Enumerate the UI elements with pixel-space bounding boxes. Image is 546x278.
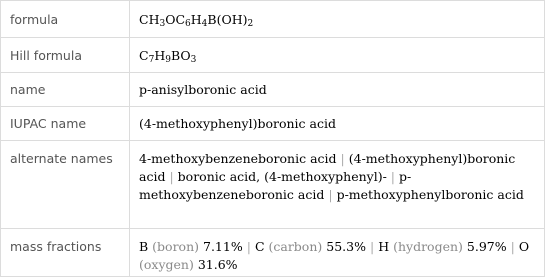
hill-formula-row bbox=[1, 38, 545, 73]
hill-formula-value: $C_7H_9BO_3$ bbox=[130, 38, 545, 73]
mass-fraction-hydrogen-value: 5.97% bbox=[466, 239, 507, 254]
mass-fraction-carbon: C (carbon) 55.3% bbox=[254, 239, 366, 254]
iupac-name-label: IUPAC name bbox=[1, 107, 130, 141]
separator: | bbox=[510, 239, 515, 254]
alternate-names-label: alternate names bbox=[1, 141, 130, 229]
name-value: p-anisylboronic acid bbox=[130, 73, 545, 107]
mass-fractions-row bbox=[1, 229, 545, 277]
alternate-name-item: p-methoxybenzeneboronic acid bbox=[139, 169, 412, 202]
alternate-name-item: (4-methoxyphenyl)boronic acid bbox=[139, 151, 516, 184]
separator: | bbox=[369, 239, 375, 254]
alternate-name-item: boronic acid, (4-methoxyphenyl)- bbox=[177, 169, 387, 184]
alternate-names-value bbox=[130, 141, 545, 229]
iupac-name-row bbox=[1, 107, 545, 141]
alternate-names-row bbox=[1, 141, 545, 229]
mass-fractions-label: mass fractions bbox=[1, 229, 130, 277]
name-row bbox=[1, 73, 545, 107]
mass-fraction-hydrogen: H (hydrogen) bbox=[378, 239, 463, 254]
formula-label: formula bbox=[1, 1, 130, 38]
separator: | bbox=[169, 169, 174, 184]
iupac-name-value: (4-methoxyphenyl)boronic acid bbox=[130, 107, 545, 141]
separator: | bbox=[328, 187, 333, 202]
mass-fraction-oxygen: O (oxygen) 31.6% bbox=[139, 239, 530, 272]
name-label: name bbox=[1, 73, 130, 107]
alternate-name-item: 4-methoxybenzeneboronic acid bbox=[139, 151, 337, 166]
hill-formula-label: Hill formula bbox=[1, 38, 130, 73]
formula-row bbox=[1, 1, 545, 38]
separator: | bbox=[390, 169, 396, 184]
separator: | bbox=[340, 151, 345, 166]
mass-fractions-value bbox=[130, 229, 545, 277]
alternate-name-item: p-methoxyphenylboronic acid bbox=[336, 187, 524, 202]
mass-fraction-boron: B (boron) 7.11% bbox=[139, 239, 243, 254]
formula-value: $CH_3OC_6H_4B(OH)_2$ bbox=[130, 1, 545, 38]
separator: | bbox=[246, 239, 251, 254]
